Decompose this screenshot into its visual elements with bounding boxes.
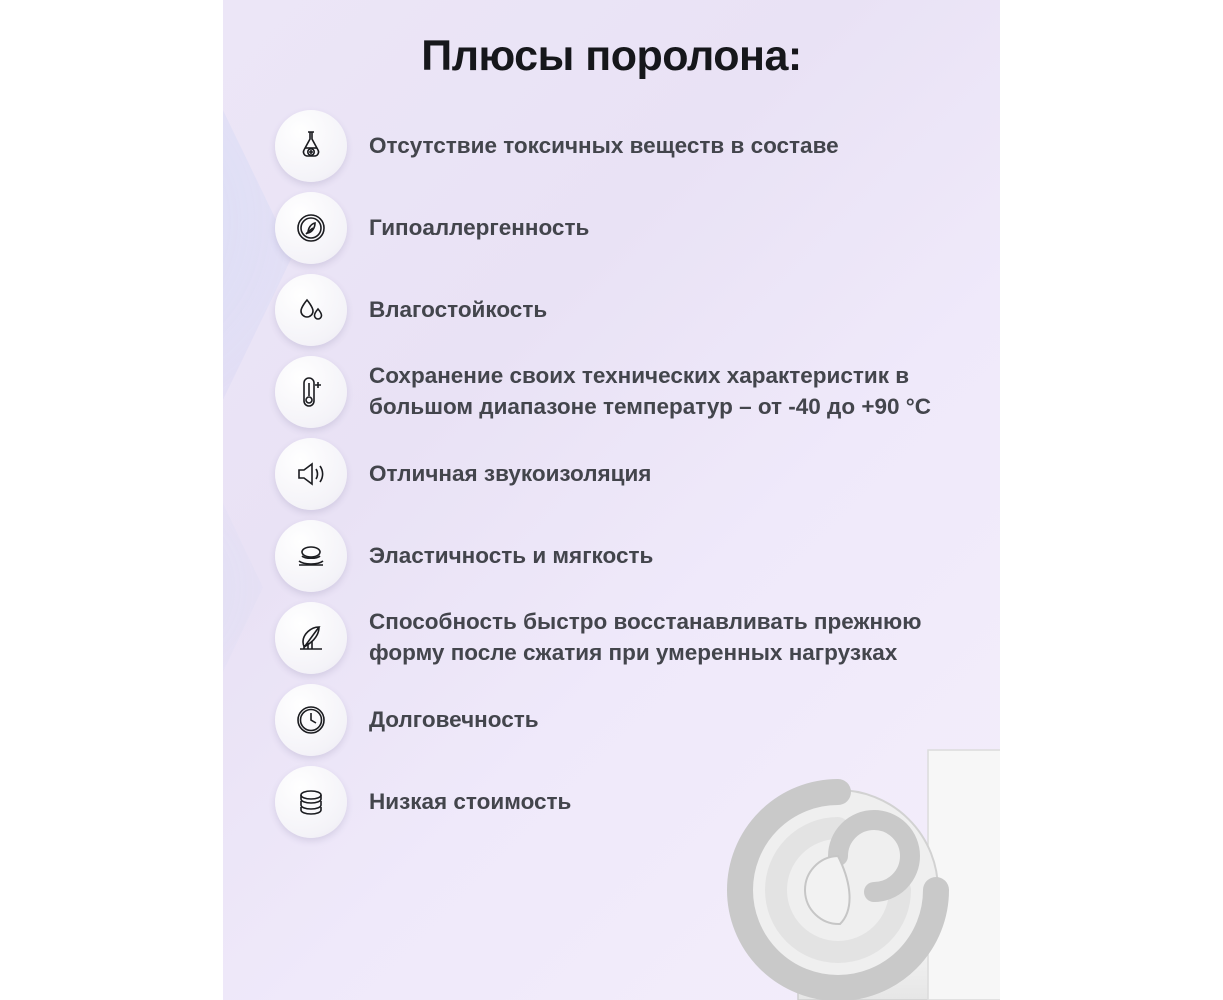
elasticity-softness-icon (275, 520, 347, 592)
list-item (275, 274, 975, 346)
thermometer-icon (275, 356, 347, 428)
hypoallergenic-leaf-drop-icon (275, 192, 347, 264)
coins-low-price-icon (275, 766, 347, 838)
flask-no-toxins-icon (275, 110, 347, 182)
benefits-list (275, 110, 975, 848)
foam-roll-illustration (678, 740, 1000, 1000)
list-item-label: Способность быстро восстанавливать прежнюю форму после сжатия при умеренных нагрузках (369, 609, 922, 665)
clock-durability-icon (275, 684, 347, 756)
hexagon-shape (223, 470, 263, 705)
list-item-label: Отсутствие токсичных веществ в составе (369, 132, 839, 158)
list-item (275, 192, 975, 264)
list-item-label: Эластичность и мягкость (369, 542, 654, 568)
list-item (275, 602, 975, 674)
list-item (275, 438, 975, 510)
speaker-soundproof-icon (275, 438, 347, 510)
water-drops-icon (275, 274, 347, 346)
list-item-label: Долговечность (369, 706, 539, 732)
list-item-label: Отличная звукоизоляция (369, 460, 652, 486)
list-item (275, 356, 975, 428)
page-title: Плюсы поролона: (421, 32, 802, 80)
poster-card (223, 0, 1000, 1000)
list-item (275, 520, 975, 592)
list-item-label: Сохранение своих технических характеристик в большом диапазоне температур – от -40 до +90 °C (369, 363, 931, 419)
list-item-label: Гипоаллергенность (369, 214, 590, 240)
list-item-label: Влагостойкость (369, 296, 548, 322)
list-item-label: Низкая стоимость (369, 788, 572, 814)
feather-recovery-icon (275, 602, 347, 674)
list-item (275, 110, 975, 182)
